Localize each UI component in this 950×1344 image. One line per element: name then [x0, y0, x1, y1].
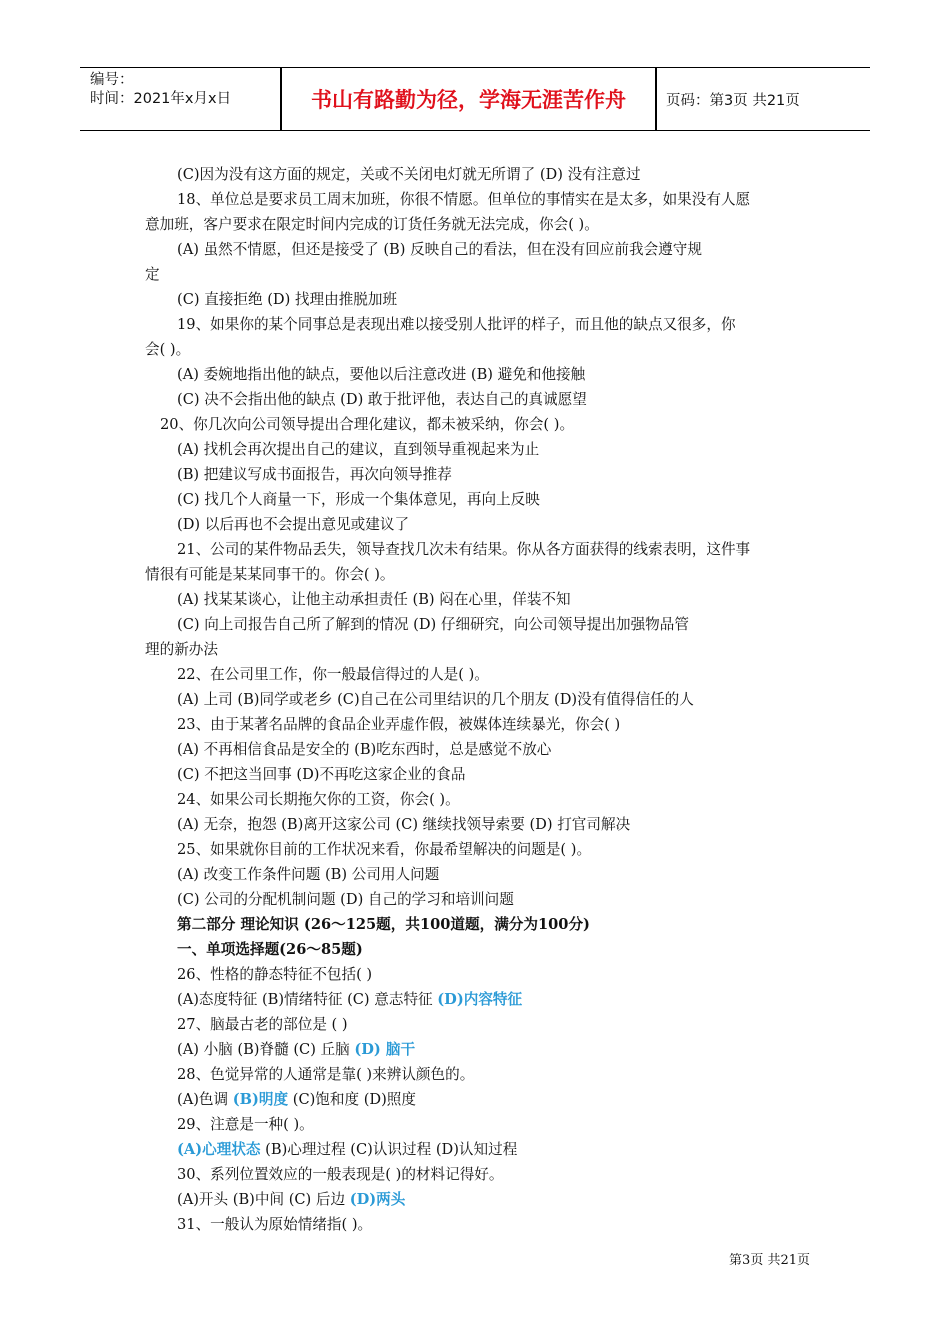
- line-text: 第二部分 理论知识 (26～125题，共100道题，满分为100分): [177, 916, 590, 933]
- line-text: (B)心理过程 (C)认识过程 (D)认知过程: [260, 1141, 518, 1158]
- page-header: [80, 67, 870, 131]
- line-text: 27、脑最古老的部位是 ( ): [177, 1016, 348, 1033]
- text-line: [177, 512, 847, 537]
- line-text: 26、性格的静态特征不包括( ): [177, 966, 373, 983]
- line-text: (A) 小脑 (B)脊髓 (C) 丘脑: [177, 1041, 355, 1058]
- text-line: [177, 1087, 847, 1112]
- text-line: [177, 612, 847, 637]
- text-line: [177, 362, 847, 387]
- text-line: [177, 187, 847, 212]
- line-text: (A) 改变工作条件问题 (B) 公司用人问题: [177, 866, 440, 883]
- text-line: [177, 862, 847, 887]
- text-line: [177, 787, 847, 812]
- line-text: (A) 无奈，抱怨 (B)离开这家公司 (C) 继续找领导索要 (D) 打官司解决: [177, 816, 631, 833]
- number-label: 编号：: [90, 72, 134, 88]
- line-text: (C)因为没有这方面的规定，关或不关闭电灯就无所谓了 (D) 没有注意过: [177, 166, 641, 183]
- line-text: (A)色调: [177, 1091, 233, 1108]
- header-motto: 书山有路勤为径，学海无涯苦作舟: [311, 88, 626, 112]
- text-line: [177, 762, 847, 787]
- line-text: 会( )。: [145, 341, 191, 358]
- line-text: (A)态度特征 (B)情绪特征 (C) 意志特征: [177, 991, 438, 1008]
- text-line: [177, 687, 847, 712]
- text-line: [177, 962, 847, 987]
- text-line: [177, 462, 847, 487]
- answer-highlight: (D)内容特征: [437, 991, 523, 1008]
- line-text: (A)开头 (B)中间 (C) 后边: [177, 1191, 350, 1208]
- line-text: 31、一般认为原始情绪指( )。: [177, 1216, 373, 1233]
- line-text: 一、单项选择题(26～85题): [177, 941, 363, 958]
- text-line: [177, 937, 847, 962]
- time-label: 时间：2021年x月x日: [90, 91, 232, 107]
- text-line: [177, 387, 847, 412]
- text-line: [145, 212, 815, 237]
- text-line: [177, 1187, 847, 1212]
- answer-highlight: (A)心理状态: [177, 1141, 261, 1158]
- line-text: 18、单位总是要求员工周末加班，你很不情愿。但单位的事情实在是太多，如果没有人愿: [177, 191, 751, 208]
- line-text: (A) 找机会再次提出自己的建议，直到领导重视起来为止: [177, 441, 540, 458]
- header-divider: [655, 68, 657, 130]
- line-text: (C) 直接拒绝 (D) 找理由推脱加班: [177, 291, 398, 308]
- text-line: [145, 262, 815, 287]
- text-line: [145, 562, 815, 587]
- text-line: [177, 712, 847, 737]
- answer-highlight: (D) 脑干: [354, 1041, 416, 1058]
- text-line: [177, 312, 847, 337]
- line-text: 29、注意是一种( )。: [177, 1116, 314, 1133]
- answer-highlight: (B)明度: [232, 1091, 289, 1108]
- line-text: (A) 虽然不情愿，但还是接受了 (B) 反映自己的看法，但在没有回应前我会遵守规: [177, 241, 702, 258]
- line-text: 28、色觉异常的人通常是靠( )来辨认颜色的。: [177, 1066, 475, 1083]
- text-line: [177, 837, 847, 862]
- text-line: [177, 487, 847, 512]
- header-left: [90, 71, 280, 109]
- line-text: 20、你几次向公司领导提出合理化建议，都未被采纳，你会( )。: [160, 416, 575, 433]
- text-line: [160, 412, 830, 437]
- line-text: 22、在公司里工作，你一般最信得过的人是( )。: [177, 666, 489, 683]
- text-line: [177, 662, 847, 687]
- text-line: [177, 237, 847, 262]
- line-text: (D) 以后再也不会提出意见或建议了: [177, 516, 410, 533]
- line-text: 25、如果就你目前的工作状况来看，你最希望解决的问题是( )。: [177, 841, 592, 858]
- text-line: [177, 1062, 847, 1087]
- line-text: 情很有可能是某某同事干的。你会( )。: [145, 566, 395, 583]
- text-line: [145, 337, 815, 362]
- answer-highlight: (D)两头: [349, 1191, 406, 1208]
- text-line: [177, 812, 847, 837]
- text-line: [177, 1212, 847, 1237]
- line-text: (C) 不把这当回事 (D)不再吃这家企业的食品: [177, 766, 466, 783]
- line-text: (A) 委婉地指出他的缺点，要他以后注意改进 (B) 避免和他接触: [177, 366, 586, 383]
- text-line: [177, 1137, 847, 1162]
- line-text: 19、如果你的某个同事总是表现出难以接受别人批评的样子，而且他的缺点又很多，你: [177, 316, 736, 333]
- page-footer: 第3页 共21页: [729, 1253, 810, 1268]
- line-text: 24、如果公司长期拖欠你的工资，你会( )。: [177, 791, 460, 808]
- text-line: [177, 587, 847, 612]
- line-text: (C) 找几个人商量一下，形成一个集体意见，再向上反映: [177, 491, 540, 508]
- line-text: 定: [145, 266, 160, 283]
- line-text: (C)饱和度 (D)照度: [288, 1091, 416, 1108]
- header-page-info: 页码：第3页 共21页: [666, 92, 800, 109]
- text-line: [177, 537, 847, 562]
- line-text: (A) 上司 (B)同学或老乡 (C)自己在公司里结识的几个朋友 (D)没有值得信任的人: [177, 691, 694, 708]
- text-line: [177, 912, 847, 937]
- text-line: [145, 637, 815, 662]
- line-text: (C) 公司的分配机制问题 (D) 自己的学习和培训问题: [177, 891, 514, 908]
- text-line: [177, 1012, 847, 1037]
- text-line: [177, 437, 847, 462]
- line-text: (C) 决不会指出他的缺点 (D) 敢于批评他，表达自己的真诚愿望: [177, 391, 587, 408]
- text-line: [177, 887, 847, 912]
- line-text: (B) 把建议写成书面报告，再次向领导推荐: [177, 466, 452, 483]
- text-line: [177, 162, 847, 187]
- text-line: [177, 1112, 847, 1137]
- line-text: 23、由于某著名品牌的食品企业弄虚作假，被媒体连续暴光，你会( ): [177, 716, 621, 733]
- line-text: 理的新办法: [145, 641, 218, 658]
- line-text: 21、公司的某件物品丢失，领导查找几次未有结果。你从各方面获得的线索表明，这件事: [177, 541, 751, 558]
- text-line: [177, 287, 847, 312]
- line-text: 30、系列位置效应的一般表现是( )的材料记得好。: [177, 1166, 504, 1183]
- line-text: (A) 不再相信食品是安全的 (B)吃东西时，总是感觉不放心: [177, 741, 552, 758]
- line-text: 意加班，客户要求在限定时间内完成的订货任务就无法完成，你会( )。: [145, 216, 599, 233]
- line-text: (A) 找某某谈心，让他主动承担责任 (B) 闷在心里，佯装不知: [177, 591, 571, 608]
- text-line: [177, 987, 847, 1012]
- text-line: [177, 737, 847, 762]
- text-line: [177, 1162, 847, 1187]
- text-line: [177, 1037, 847, 1062]
- line-text: (C) 向上司报告自己所了解到的情况 (D) 仔细研究，向公司领导提出加强物品管: [177, 616, 689, 633]
